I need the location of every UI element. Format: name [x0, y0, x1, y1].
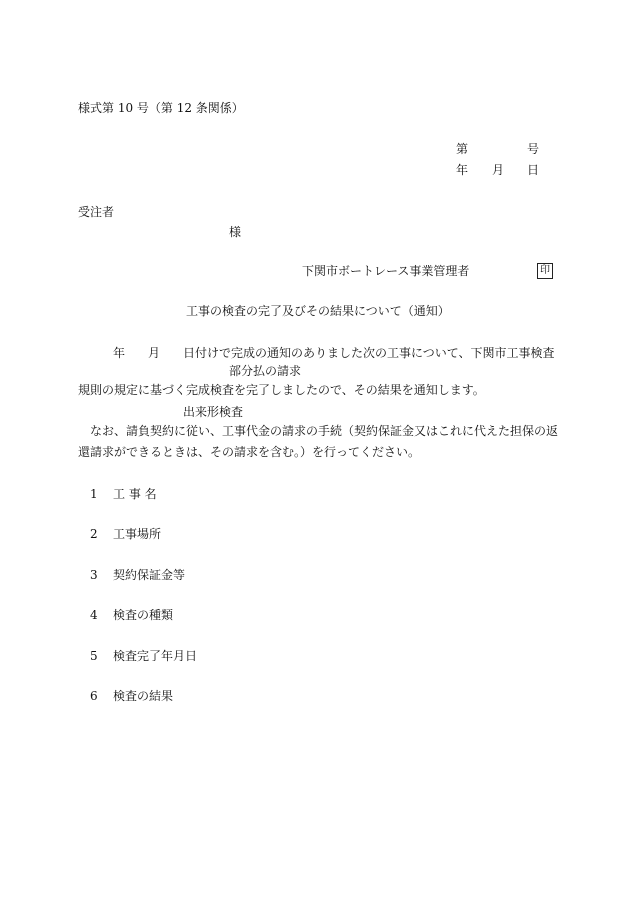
item-label: 検査完了年月日 [113, 649, 198, 663]
body-line-4: 還請求ができるときは、その請求を含む。）を行ってください。 [78, 445, 421, 459]
item-label: 検査の結果 [113, 689, 174, 703]
body-alt-partial-payment: 部分払の請求 [229, 364, 302, 378]
sender-name: 下関市ボートレース事業管理者 [302, 264, 470, 278]
seal-mark: 印 [537, 263, 553, 279]
doc-date-month: 月 [492, 163, 505, 177]
body-date-year: 年 [113, 346, 126, 360]
item-label: 検査の種類 [113, 608, 174, 622]
doc-number-suffix: 号 [527, 142, 540, 156]
form-number: 様式第 10 号（第 12 条関係） [78, 101, 244, 115]
body-line-1: 日付けで完成の通知のありました次の工事について、下関市工事検査 [183, 346, 555, 360]
item-label: 工 事 名 [113, 487, 157, 501]
recipient-honorific: 様 [229, 225, 242, 239]
item-number: 3 [90, 568, 98, 582]
body-alt-progress-inspection: 出来形検査 [183, 405, 244, 419]
body-line-2: 規則の規定に基づく完成検査を完了しましたので、その結果を通知します。 [78, 383, 485, 397]
item-number: 1 [90, 487, 98, 501]
item-number: 5 [90, 649, 98, 663]
item-number: 4 [90, 608, 98, 622]
item-number: 6 [90, 689, 98, 703]
item-number: 2 [90, 527, 98, 541]
item-label: 契約保証金等 [113, 568, 186, 582]
body-line-3: なお、請負契約に従い、工事代金の請求の手続（契約保証金又はこれに代えた担保の返 [90, 424, 559, 438]
doc-date-year: 年 [456, 163, 469, 177]
recipient-label: 受注者 [78, 205, 115, 219]
item-label: 工事場所 [113, 527, 162, 541]
body-date-month: 月 [148, 346, 161, 360]
doc-number-prefix: 第 [456, 142, 469, 156]
doc-date-day: 日 [527, 163, 540, 177]
document-title: 工事の検査の完了及びその結果について（通知） [186, 304, 450, 318]
